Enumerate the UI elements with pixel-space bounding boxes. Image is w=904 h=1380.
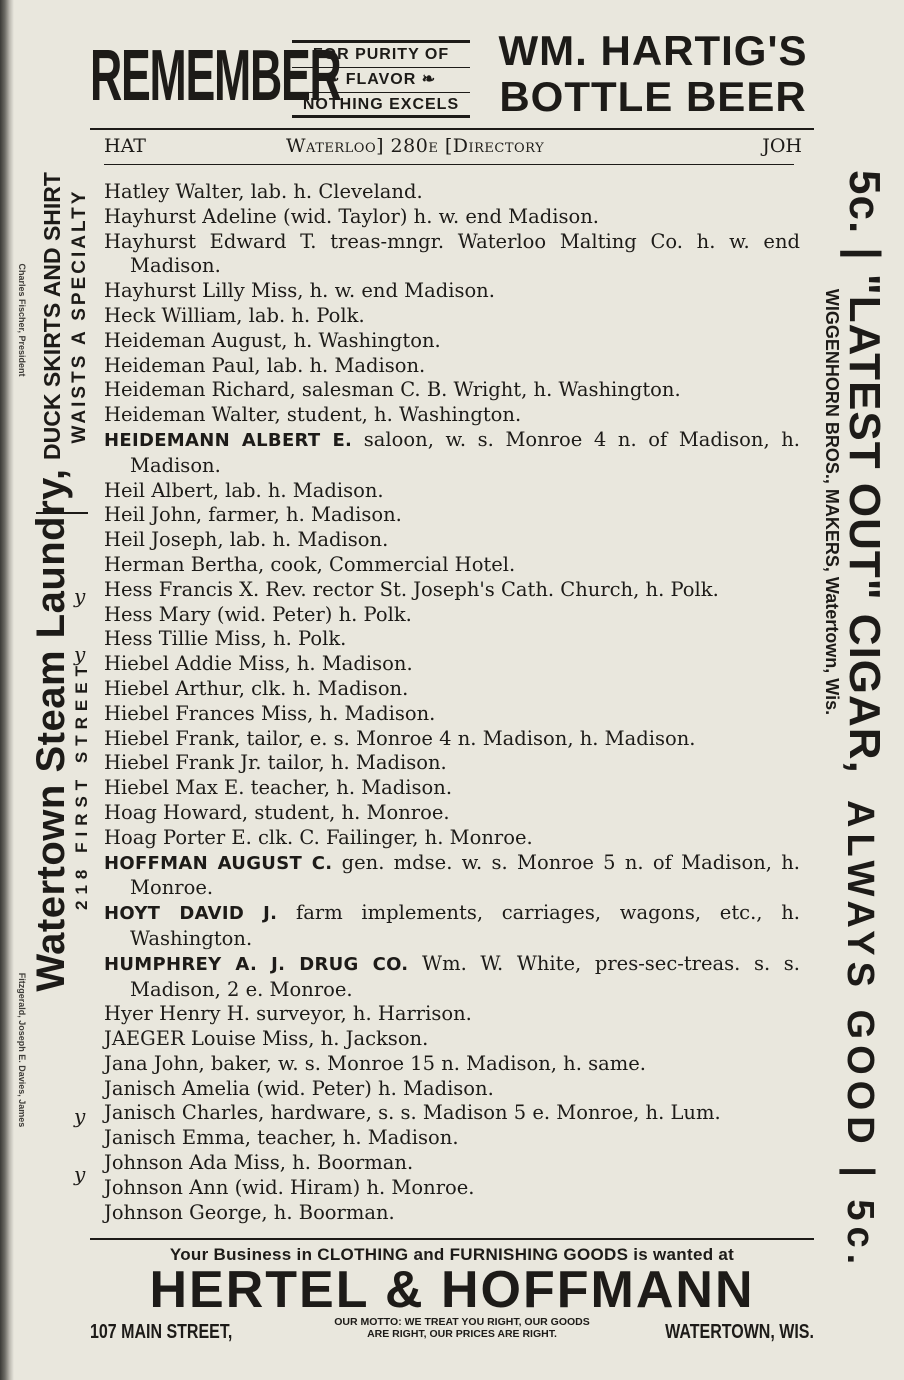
directory-entry — [104, 1201, 800, 1226]
entry-text: Johnson Ada Miss, h. Boorman. — [104, 1151, 414, 1175]
entry-text: Hiebel Frances Miss, h. Madison. — [104, 701, 436, 725]
directory-entry — [104, 1126, 800, 1151]
always-good-text: ALWAYS GOOD | 5c. — [839, 800, 881, 1271]
right-advertisement — [820, 130, 898, 1271]
entry-text: Heideman Richard, salesman C. B. Wright, h. Washington. — [104, 378, 681, 402]
hartig-brand — [492, 28, 814, 120]
directory-entry — [104, 378, 800, 403]
hartig-line-1: WM. HARTIG'S — [498, 27, 808, 74]
entry-text: Heil Joseph, lab. h. Madison. — [104, 528, 389, 552]
directory-entry — [104, 304, 800, 329]
directory-entry — [104, 1151, 800, 1176]
top-advertisement — [90, 24, 814, 124]
directory-entry — [104, 205, 800, 230]
entry-text: Heil Albert, lab. h. Madison. — [104, 478, 384, 502]
business-wanted-text: Your Business in CLOTHING and FURNISHING GOODS is wanted at — [169, 1245, 735, 1264]
flourish-ornament: y — [74, 1104, 86, 1128]
entry-text: Hatley Walter, lab. h. Cleveland. — [104, 180, 423, 203]
entry-text: Hoag Howard, student, h. Monroe. — [104, 800, 450, 824]
steam-laundry-text: Watertown Steam Laundry, — [29, 468, 73, 992]
directory-entry — [104, 354, 800, 379]
duck-skirts-text: DUCK SKIRTS AND SHIRT — [39, 172, 65, 460]
entry-text: farm implements, carriages, wagons, etc., h. Washington. — [130, 901, 800, 950]
business-name: HOFFMAN AUGUST C. — [104, 852, 333, 874]
top-rule — [90, 128, 814, 130]
directory-entry — [104, 627, 800, 652]
city-text: WATERTOWN, WIS. — [665, 1321, 814, 1343]
directory-entry — [104, 1077, 800, 1102]
directory-entry — [104, 479, 800, 504]
entry-text: Hess Francis X. Rev. rector St. Joseph's Cath. Church, h. Polk. — [104, 577, 719, 601]
header-center: Waterloo] 280e [Directory — [286, 135, 545, 157]
directory-entry — [104, 677, 800, 702]
business-name: HUMPHREY A. J. DRUG CO. — [104, 953, 409, 975]
entry-text: Johnson Ann (wid. Hiram) h. Monroe. — [104, 1175, 475, 1199]
flourish-ornament: y — [74, 584, 86, 608]
entry-text: Hyer Henry H. surveyor, h. Harrison. — [104, 1002, 472, 1026]
laundry-street-text: 218 FIRST STREET — [72, 660, 91, 910]
entry-text: Hiebel Frank, tailor, e. s. Monroe 4 n. Madison, h. Madison. — [104, 726, 696, 750]
entry-text: Herman Bertha, cook, Commercial Hotel. — [104, 552, 516, 576]
business-name: HEIDEMANN ALBERT E. — [104, 429, 353, 451]
entry-text: gen. mdse. w. s. Monroe 5 n. of Madison, h. Monroe. — [130, 850, 800, 900]
directory-entry — [104, 901, 800, 952]
directory-entry — [104, 727, 800, 752]
entry-text: Johnson George, h. Boorman. — [104, 1200, 395, 1224]
wiggenhorn-makers-text: WIGGENHORN BROS., MAKERS, Watertown, Wis. — [822, 288, 842, 716]
hartig-line-2: BOTTLE BEER — [499, 73, 807, 120]
directory-entry — [104, 180, 800, 205]
directory-entry — [104, 1101, 800, 1126]
directory-entry — [104, 403, 800, 428]
directory-entry — [104, 279, 800, 304]
directory-entry — [104, 528, 800, 553]
remember-heading: REMEMBER — [90, 36, 341, 116]
bottom-advertisement — [90, 1242, 814, 1352]
entry-text: Heil John, farmer, h. Madison. — [104, 503, 402, 527]
entry-text: Wm. W. White, pres-sec-treas. s. s. Madison, 2 e. Monroe. — [130, 951, 800, 1001]
entry-text: Hiebel Max E. teacher, h. Madison. — [104, 776, 453, 800]
entry-text: Hess Tillie Miss, h. Polk. — [104, 627, 347, 651]
bottom-rule — [90, 1238, 814, 1240]
entry-text: Janisch Emma, teacher, h. Madison. — [104, 1126, 459, 1150]
directory-entry — [104, 1002, 800, 1027]
directory-entry — [104, 1176, 800, 1201]
entry-text: Hoag Porter E. clk. C. Failinger, h. Monroe. — [104, 825, 533, 849]
directory-entry — [104, 428, 800, 479]
flourish-ornament: y — [74, 642, 86, 666]
directory-entry — [104, 801, 800, 826]
entry-text: JAEGER Louise Miss, h. Jackson. — [104, 1027, 429, 1051]
entry-text: Janisch Charles, hardware, s. s. Madison 5 e. Monroe, h. Lum. — [104, 1101, 721, 1125]
entry-text: Hiebel Frank Jr. tailor, h. Madison. — [104, 751, 447, 775]
entry-text: Hess Mary (wid. Peter) h. Polk. — [104, 602, 412, 626]
purity-box — [292, 40, 470, 118]
main-street-address: 107 MAIN STREET, — [90, 1321, 233, 1343]
page-spine — [0, 0, 14, 1380]
directory-entry — [104, 1027, 800, 1052]
entry-text: Heideman Walter, student, h. Washington. — [104, 403, 522, 427]
directory-entry — [104, 751, 800, 776]
entry-text: Hiebel Arthur, clk. h. Madison. — [104, 676, 409, 700]
purity-line-1: FOR PURITY OF — [292, 43, 470, 68]
directory-entry — [104, 702, 800, 727]
officers-bottom-text: Fitzgerald, Joseph E. Davies, James — [17, 972, 27, 1128]
entry-text: Heck William, lab. h. Polk. — [104, 303, 365, 327]
directory-entry — [104, 952, 800, 1003]
directory-entry — [104, 329, 800, 354]
directory-entry — [104, 652, 800, 677]
entry-text: saloon, w. s. Monroe 4 n. of Madison, h. Madison. — [130, 427, 800, 477]
directory-entry — [104, 826, 800, 851]
header-left-guide: HAT — [104, 135, 146, 157]
flourish-ornament: y — [74, 1162, 86, 1186]
entry-text: Jana John, baker, w. s. Monroe 15 n. Madison, h. same. — [104, 1051, 646, 1075]
directory-entry — [104, 776, 800, 801]
directory-entry — [104, 578, 800, 603]
purity-line-2: ❧ FLAVOR ❧ — [292, 68, 470, 93]
left-advertisement — [16, 140, 91, 1230]
officers-top-text: Charles Fischer, President — [17, 263, 27, 377]
latest-out-cigar-text: 5c. | "LATEST OUT" CIGAR, — [840, 170, 889, 774]
hertel-hoffmann-name: HERTEL & HOFFMANN — [149, 1261, 755, 1319]
entry-text: Hayhurst Adeline (wid. Taylor) h. w. end Madison. — [104, 204, 599, 228]
entry-text: Hiebel Addie Miss, h. Madison. — [104, 652, 413, 676]
business-name: HOYT DAVID J. — [104, 903, 278, 925]
directory-entry — [104, 503, 800, 528]
directory-entries — [104, 180, 800, 1225]
entry-text: Heideman Paul, lab. h. Madison. — [104, 353, 426, 377]
motto-line-1: OUR MOTTO: WE TREAT YOU RIGHT, OUR GOODS — [334, 1316, 590, 1328]
entry-text: Hayhurst Lilly Miss, h. w. end Madison. — [104, 279, 495, 303]
directory-entry — [104, 1052, 800, 1077]
store-motto — [266, 1316, 658, 1340]
directory-entry — [104, 851, 800, 902]
waists-specialty-text: WAISTS A SPECIALTY — [69, 188, 90, 444]
motto-line-2: ARE RIGHT, OUR PRICES ARE RIGHT. — [367, 1328, 557, 1340]
entry-text: Heideman August, h. Washington. — [104, 328, 441, 352]
running-header — [104, 133, 802, 159]
directory-entry — [104, 603, 800, 628]
entry-text: Hayhurst Edward T. treas-mngr. Waterloo Malting Co. h. w. end Madison. — [104, 229, 800, 278]
purity-line-3: NOTHING EXCELS — [302, 96, 460, 113]
entry-text: Janisch Amelia (wid. Peter) h. Madison. — [104, 1076, 494, 1100]
directory-entry — [104, 230, 800, 280]
header-right-guide: JOH — [762, 135, 802, 157]
directory-entry — [104, 553, 800, 578]
header-rule — [104, 164, 794, 165]
